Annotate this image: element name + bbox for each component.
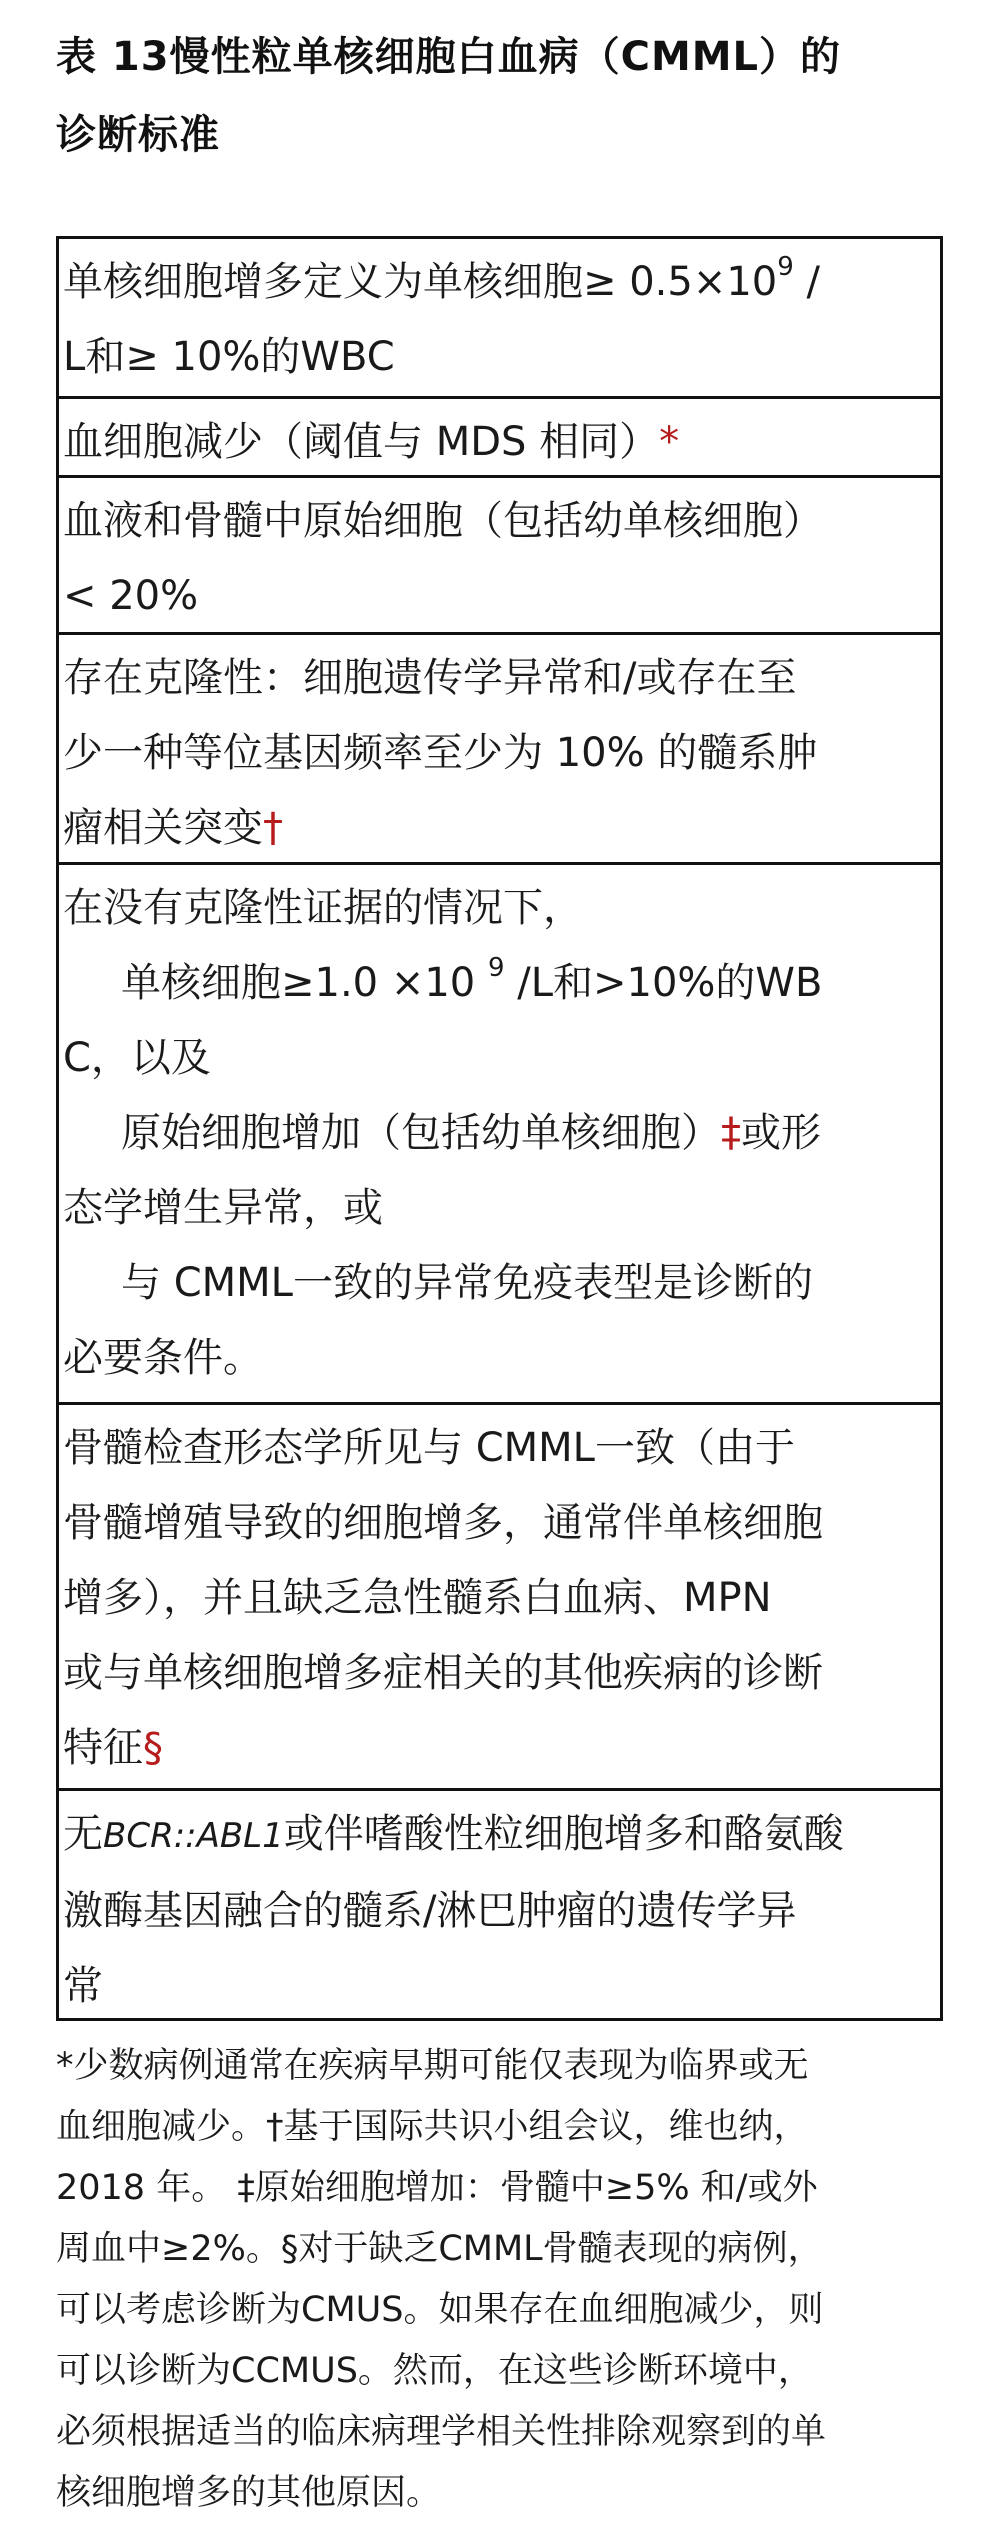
row-text-line: 或与单核细胞增多症相关的其他疾病的诊断 <box>63 1650 823 1696</box>
footnote-mark-double-dagger: ‡ <box>721 1110 741 1156</box>
footnote-line: 必须根据适当的临床病理学相关性排除观察到的单 <box>56 2412 827 2452</box>
title-line-2: 诊断标准 <box>56 112 220 158</box>
row-text-line: 骨髓检查形态学所见与 CMML一致（由于 <box>63 1425 795 1471</box>
table-title <box>56 18 956 174</box>
criteria-row-clonality <box>59 632 940 862</box>
row-text-line: 少一种等位基因频率至少为 10% 的髓系肿 <box>63 730 818 776</box>
row-text-line: 存在克隆性：细胞遗传学异常和/或存在至 <box>63 655 797 701</box>
row-text-line: 单核细胞增多定义为单核细胞≥ $0.5\times 10^9$ / <box>63 252 821 305</box>
criteria-row-bone-marrow <box>59 1402 940 1788</box>
footnote-mark-dagger: † <box>263 805 283 851</box>
gene-fusion-name: BCR::ABL1 <box>103 1816 284 1856</box>
footnote-line: 周血中≥2%。§对于缺乏CMML骨髓表现的病例， <box>56 2229 823 2269</box>
row-text-line: 在没有克隆性证据的情况下， <box>63 885 583 931</box>
criteria-row-monocytosis <box>59 239 940 396</box>
footnote-line: 核细胞增多的其他原因。 <box>56 2473 442 2513</box>
row-text-line: 无BCR::ABL1或伴嗜酸性粒细胞增多和酪氨酸 <box>63 1811 844 1857</box>
row-text-line: 血液和骨髓中原始细胞（包括幼单核细胞） <box>63 498 823 544</box>
footnote-mark-section: § <box>143 1725 163 1771</box>
footnote-line: *少数病例通常在疾病早期可能仅表现为临界或无 <box>56 2046 809 2086</box>
row-text-line: 增多），并且缺乏急性髓系白血病、MPN <box>63 1575 772 1621</box>
row-text-line: C，以及 <box>63 1035 211 1081</box>
row-text-line: 激酶基因融合的髓系/淋巴肿瘤的遗传学异 <box>63 1888 797 1934</box>
criteria-row-blasts <box>59 475 940 632</box>
footnote-line: 血细胞减少。†基于国际共识小组会议，维也纳， <box>56 2107 809 2147</box>
row-text-line: 骨髓增殖导致的细胞增多，通常伴单核细胞 <box>63 1500 823 1546</box>
row-text-line: 特征§ <box>63 1725 163 1771</box>
criteria-row-no-clonality <box>59 862 940 1402</box>
criteria-table <box>56 236 943 2021</box>
row-text-line: 单核细胞≥1.0 ×10 $^9$ /L和>10%的WB <box>121 953 823 1006</box>
footnote-line: 可以诊断为CCMUS。然而，在这些诊断环境中， <box>56 2351 813 2391</box>
row-text-line: < 20% <box>63 573 199 619</box>
row-text-line: L和≥ 10%的WBC <box>63 334 395 380</box>
superscript: 9 <box>777 252 794 282</box>
row-text-line: 原始细胞增加（包括幼单核细胞）‡或形 <box>121 1110 821 1156</box>
footnote-line: 可以考虑诊断为CMUS。如果存在血细胞减少，则 <box>56 2290 824 2330</box>
superscript: 9 <box>487 953 505 983</box>
row-text-line: 常 <box>63 1963 103 2009</box>
table-footnotes <box>56 2036 946 2524</box>
row-text-line: 与 CMML一致的异常免疫表型是诊断的 <box>121 1260 813 1306</box>
footnote-line: 2018 年。 ‡原始细胞增加：骨髓中≥5% 和/或外 <box>56 2168 818 2208</box>
row-text-line: 必要条件。 <box>63 1335 263 1381</box>
row-text-line: 血细胞减少（阈值与 MDS 相同）* <box>63 419 680 465</box>
title-line-1: 表 13慢性粒单核细胞白血病（CMML）的 <box>56 34 842 80</box>
footnote-mark-asterisk: * <box>659 419 680 465</box>
row-text-line: 瘤相关突变† <box>63 805 283 851</box>
row-text-line: 态学增生异常，或 <box>63 1185 383 1231</box>
criteria-row-cytopenia <box>59 396 940 475</box>
criteria-row-genetic <box>59 1788 940 2018</box>
